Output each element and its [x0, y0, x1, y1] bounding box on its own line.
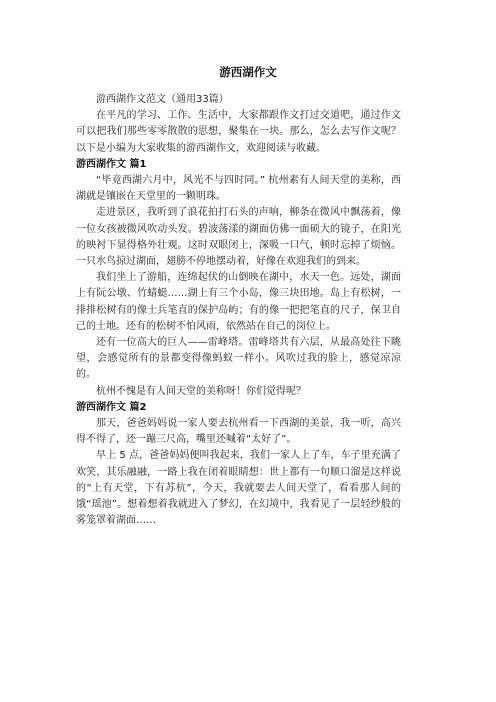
- paragraph: 那天，爸爸妈妈说一家人要去杭州看一下西湖的美景，我一听，高兴得不得了，还一蹦三尺高，嘴里还喊着“太好了”。: [76, 418, 401, 446]
- document-title: 游西湖作文: [219, 65, 277, 79]
- paragraph: 杭州不愧是有人间天堂的美称呀！你们觉得呢？: [96, 385, 306, 397]
- paragraph: “毕竟西湖六月中，风光不与四时同。” 杭州素有人间天堂的美称，西湖就是镶嵌在天堂里的一颗明珠。: [76, 175, 401, 203]
- section-heading: 游西湖作文 篇2: [76, 401, 147, 413]
- paragraph: 早上 5 点，爸爸妈妈便叫我起来，我们一家人上了车，车子里充满了欢笑，其乐融融，一路上我在闭着眼睛想：世上都有一句顺口溜是这样说的“上有天堂，下有苏杭”，今天，我就要去人间天堂了，看看那人间的饿“瑶池”。想着想着我就进入了梦幻，在幻境中，我看见了一层轻纱般的雾笼罩着湖面……: [76, 450, 401, 527]
- paragraph: 走进景区，我听到了浪花拍打石头的声响，柳条在微风中飘荡着，像一位女孩被微风吹动头发。碧波荡漾的湖面仿佛一面硕大的镜子，在阳光的映衬下显得格外壮观。这时双眼闭上，深吸一口气，顿时忘掉了烦恼。一只水鸟掠过湖面，翅膀不停地摆动着，好像在欢迎我们的到来。: [76, 207, 401, 268]
- intro-title: 游西湖作文范文（通用33篇）: [96, 94, 229, 105]
- section-heading: 游西湖作文 篇1: [76, 158, 147, 170]
- paragraph: 我们坐上了游船，连绵起伏的山倒映在湖中，水天一色。远处，湖面上有阮公墩、竹蜻蜓……湖上有三个小岛，像三块田地。岛上有松树，一排排松树有的像士兵笔直的保护岛屿；有的像一把把笔直的尺子，保卫自己的土地。还有的松树不怕风雨，依然站在自己的岗位上。: [76, 272, 401, 332]
- document-body: [76, 92, 401, 529]
- intro-paragraph: 在平凡的学习、工作、生活中，大家都跟作文打过交道吧，通过作文可以把我们那些零零散散的思想，聚集在一块。那么，怎么去写作文呢？以下是小编为大家收集的游西湖作文，欢迎阅读与收藏。: [76, 110, 401, 154]
- paragraph: 还有一位高大的巨人——雷峰塔。雷峰塔共有六层，从最高处往下眺望，会感觉所有的景都变得像蚂蚁一样小。风吹过我的脸上，感觉凉凉的。: [76, 337, 401, 381]
